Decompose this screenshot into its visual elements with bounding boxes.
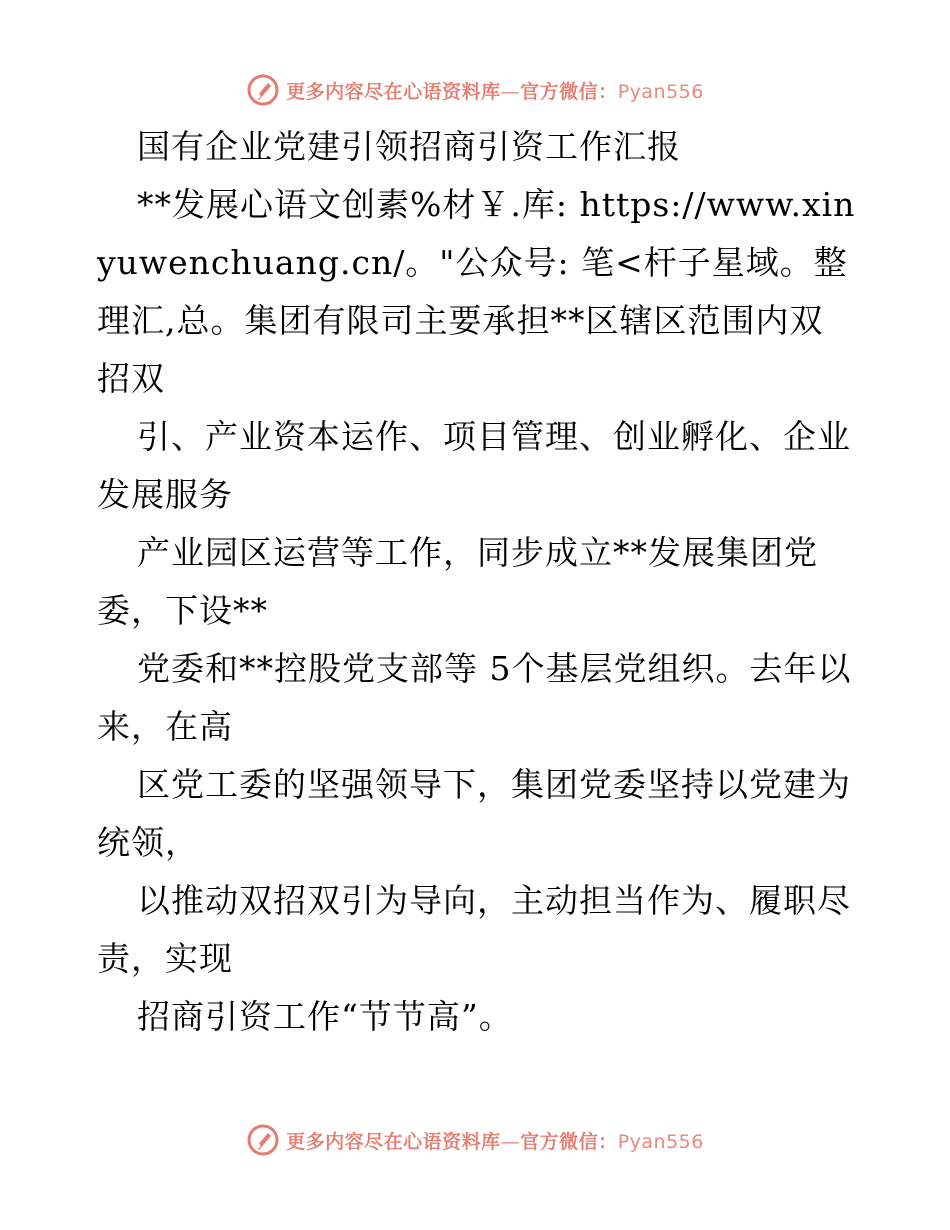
paragraph: 党委和**控股党支部等 5个基层党组织。去年以来，在高 (97, 649, 852, 746)
pen-nib-logo-icon (246, 73, 280, 107)
pen-nib-logo-icon (246, 1123, 280, 1157)
watermark-text: 更多内容尽在心语资料库—官方微信：Pyan556 (286, 80, 704, 103)
paragraph: 产业园区运营等工作，同步成立**发展集团党委，下设** (97, 533, 818, 630)
header-watermark (0, 70, 950, 110)
footer-watermark (0, 1120, 950, 1160)
paragraph: 区党工委的坚强领导下，集团党委坚持以党建为统领， (97, 765, 851, 862)
document-title: 国有企业党建引领招商引资工作汇报 (137, 127, 681, 166)
paragraph: 招商引资工作“节节高”。 (137, 997, 513, 1036)
paragraph: **发展心语文创素%材￥.库: https://www.xinyuwenchuang.cn/。"公众号: 笔<杆子星域。整理汇,总。集团有限司主要承担**区辖区范围内双招双 (97, 185, 856, 398)
document-body (97, 118, 857, 1046)
paragraph: 引、产业资本运作、项目管理、创业孵化、企业发展服务 (97, 417, 851, 514)
paragraph: 以推动双招双引为导向，主动担当作为、履职尽责，实现 (97, 881, 851, 978)
watermark-text: 更多内容尽在心语资料库—官方微信：Pyan556 (286, 1130, 704, 1153)
